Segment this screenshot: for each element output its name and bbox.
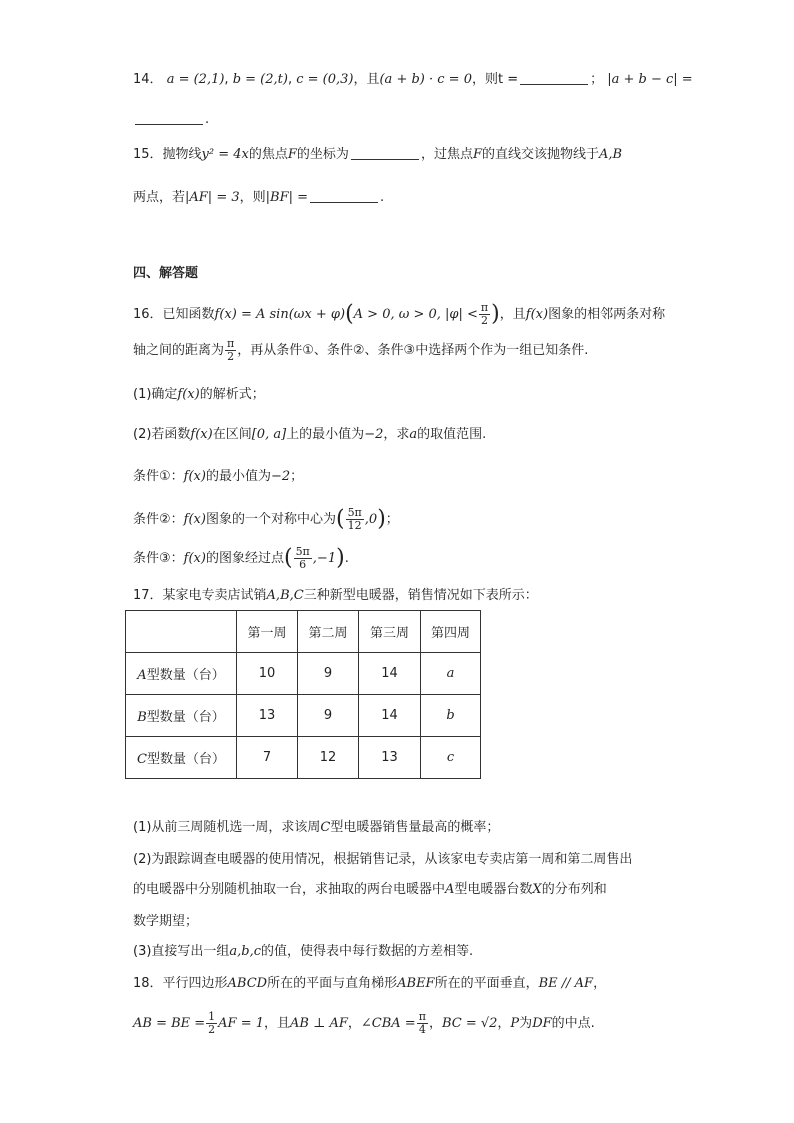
- q14-cond-pre: ，且: [353, 72, 380, 87]
- q18-p: P: [510, 1016, 520, 1031]
- q14-semicolon: ；: [590, 72, 604, 87]
- q18-comma1: ，且: [264, 1016, 291, 1031]
- q16-c2-paren-open: (: [335, 506, 345, 532]
- q15-end: .: [380, 190, 385, 205]
- q16-cond3: [133, 544, 349, 574]
- q17-p3-pre: (3)直接写出一组: [133, 944, 230, 959]
- q17-line1-pre: 17．某家电专卖店试销: [133, 588, 267, 603]
- q16-c1-fx: f(x): [183, 469, 206, 484]
- q15-blank-bf[interactable]: [310, 188, 378, 203]
- q14-vec-c: c = (0,3): [296, 72, 354, 87]
- q16-line1: [133, 302, 665, 328]
- q17-abc: A,B,C: [266, 588, 304, 603]
- q16-frac-pi-2: [479, 302, 490, 327]
- q18-abcd: ABCD: [227, 976, 268, 991]
- q18-angle: ∠CBA =: [360, 1016, 416, 1031]
- row-label-var: A: [137, 668, 147, 683]
- table-cell: 14: [359, 695, 421, 737]
- q17-part2-line1: (2)为跟踪调查电暖器的使用情况，根据销售记录，从该家电专卖店第一周和第二周售出: [133, 852, 633, 867]
- row-label-text: 型数量（台）: [146, 752, 225, 767]
- q16-p1-pre: (1)确定: [133, 387, 178, 402]
- q14-blank-mag[interactable]: [135, 110, 203, 125]
- q17-p1-pre: (1)从前三周随机选一周，求该周: [133, 820, 321, 835]
- table-cell: c: [421, 737, 481, 779]
- table-cell: 14: [359, 653, 421, 695]
- q16-part2: [133, 425, 486, 445]
- q16-c3-paren-close: ): [336, 545, 345, 571]
- section-heading: 四、解答题: [133, 266, 199, 281]
- q14-line2: [133, 110, 209, 130]
- q18-angle-frac: [417, 1011, 428, 1036]
- q16-c2-fx: f(x): [183, 512, 206, 527]
- q18-abef: ABEF: [397, 976, 435, 991]
- q16-dist-den: 2: [227, 350, 235, 363]
- q17-p3-post: 的值，使得表中每行数据的方差相等.: [261, 944, 474, 959]
- q16-line1-post: ，且: [499, 307, 526, 322]
- q18-angle-den: 4: [418, 1023, 426, 1036]
- q16-frac-den: 2: [481, 314, 489, 327]
- q16-p2-post: 的取值范围.: [417, 427, 487, 442]
- q16-part1: [133, 385, 265, 405]
- q17-part3: [133, 942, 473, 962]
- q16-c3-den: 6: [299, 558, 307, 571]
- row-label: [126, 737, 237, 779]
- row-label-var: B: [137, 710, 147, 725]
- table-cell: 13: [237, 695, 298, 737]
- q16-c1-post: 的最小值为: [205, 469, 271, 484]
- q18-eq1: AB = BE =: [133, 1016, 206, 1031]
- q15-points-ab: A,B: [599, 147, 623, 162]
- q18-half-den: 2: [208, 1023, 216, 1036]
- row-label-text: 型数量（台）: [146, 668, 225, 683]
- q16-c2-paren-close: ): [377, 506, 386, 532]
- q14-then-t: ，则t =: [471, 72, 519, 87]
- q16-p2-mid2: 上的最小值为: [286, 427, 365, 442]
- q18-line1-mid2: 所在的平面垂直，: [434, 976, 539, 991]
- q15-line1-pre: 15．抛物线: [133, 147, 202, 162]
- q16-fx: f(x): [525, 307, 549, 322]
- q16-frac-dist: [225, 338, 236, 363]
- q18-line2: [133, 1010, 595, 1038]
- q16-paren-close: ): [491, 301, 500, 327]
- table-header-cell: 第一周: [237, 611, 298, 653]
- q17-p1-post: 型电暖器销售量最高的概率；: [330, 820, 500, 835]
- q16-c1-minus2: −2: [270, 469, 291, 484]
- q17-part2-line3: 数学期望；: [133, 914, 199, 929]
- q15-line1-mid3: ，过焦点: [420, 147, 473, 162]
- q18-bc: BC = √2: [441, 1016, 498, 1031]
- q16-c3-post: 的图象经过点: [205, 551, 284, 566]
- sales-table: [125, 610, 481, 779]
- q14-line1: 14． a = (2,1), b = (2,t), c = (0,3)，且(a + b) · c = 0，则t = ； |a + b − c| =: [133, 72, 693, 87]
- q18-df: DF: [532, 1016, 552, 1031]
- q17-line1: [133, 586, 538, 606]
- q17-part2-line2: [133, 880, 607, 900]
- q16-func: f(x) = A sin(ωx + φ): [214, 307, 346, 322]
- q18-mid: 为: [519, 1016, 533, 1031]
- q15-line1-mid4: 的直线交该抛物线于: [481, 147, 599, 162]
- q17-p2-var-x: X: [532, 882, 542, 897]
- q18-line1-mid: 所在的平面与直角梯形: [267, 976, 398, 991]
- q15-parabola: y² = 4x: [201, 147, 249, 162]
- q15-line1: [133, 145, 622, 165]
- q18-line1-end: ，: [593, 976, 607, 991]
- row-label-text: 型数量（台）: [146, 710, 225, 725]
- q15-af: |AF| = 3: [185, 190, 240, 205]
- q16-p2-mid: 在区间: [212, 427, 252, 442]
- table-cell: 10: [237, 653, 298, 695]
- q16-line1-pre: 16．已知函数: [133, 307, 215, 322]
- q16-c2-tail: ,0: [364, 512, 378, 527]
- q15-line2-pre: 两点，若: [133, 190, 186, 205]
- q16-cond1: [133, 467, 303, 487]
- q15-focus-f: F: [287, 147, 297, 162]
- q18-half-frac: [206, 1011, 217, 1036]
- q15-line2-mid: ，则: [239, 190, 266, 205]
- q18-perp: AB ⊥ AF: [290, 1016, 348, 1031]
- table-header-row: [126, 611, 481, 653]
- table-cell: 13: [359, 737, 421, 779]
- table-cell: a: [421, 653, 481, 695]
- q15-focus-f2: F: [472, 147, 482, 162]
- q18-comma2: ，: [347, 1016, 361, 1031]
- q16-c3-frac: [294, 546, 312, 571]
- table-cell: 9: [298, 695, 359, 737]
- q18-line1-pre: 18．平行四边形: [133, 976, 228, 991]
- q18-line1: [133, 974, 606, 994]
- table-cell: 9: [298, 653, 359, 695]
- q16-p2-pre: (2)若函数: [133, 427, 191, 442]
- q17-p2-var-a: A: [445, 882, 455, 897]
- q17-p1-var: C: [320, 820, 331, 835]
- q16-c2-pre: 条件②：: [133, 512, 184, 527]
- q14-number: 14．: [133, 72, 163, 87]
- q16-paren-open: (: [345, 301, 354, 327]
- q14-vec-b: b = (2,t): [232, 72, 288, 87]
- q16-c3-fx: f(x): [183, 551, 206, 566]
- q18-half-num: 1: [208, 1010, 216, 1023]
- q14-end: .: [205, 112, 210, 127]
- q16-c1-pre: 条件①：: [133, 469, 184, 484]
- q16-p1-post: 的解析式；: [199, 387, 265, 402]
- q17-p2-line2-pre: 的电暖器中分别随机抽取一台，求抽取的两台电暖器中: [133, 882, 446, 897]
- q16-p2-fx: f(x): [190, 427, 213, 442]
- table-header-cell: 第二周: [298, 611, 359, 653]
- q16-line2-post: ，再从条件①、条件②、条件③中选择两个作为一组已知条件.: [237, 343, 589, 358]
- table-header-cell: 第四周: [421, 611, 481, 653]
- table-cell: b: [421, 695, 481, 737]
- q16-cond: A > 0, ω > 0, |φ| <: [353, 307, 478, 322]
- q16-c2-end: ；: [385, 512, 399, 527]
- q14-cond-expr: (a + b) · c = 0: [379, 72, 472, 87]
- q18-angle-num: π: [418, 1010, 426, 1023]
- q17-p2-line2-mid: 型电暖器台数: [454, 882, 533, 897]
- q18-comma3: ，: [428, 1016, 442, 1031]
- table-cell: 7: [237, 737, 298, 779]
- table-cell: 12: [298, 737, 359, 779]
- q16-c3-num: 5π: [295, 545, 310, 558]
- q17-p3-var: a,b,c: [229, 944, 262, 959]
- q18-end: 的中点.: [551, 1016, 595, 1031]
- q16-p2-minus2: −2: [364, 427, 384, 442]
- q16-dist-num: π: [227, 337, 235, 350]
- q15-line1-mid2: 的坐标为: [296, 147, 349, 162]
- q16-line1-post2: 图象的相邻两条对称: [548, 307, 666, 322]
- table-row: [126, 653, 481, 695]
- q14-vec-a: a = (2,1): [166, 72, 225, 87]
- q15-bf: |BF| =: [265, 190, 308, 205]
- q18-eq1-post: AF = 1: [218, 1016, 265, 1031]
- q15-line1-mid: 的焦点: [248, 147, 288, 162]
- q16-frac-num: π: [480, 301, 489, 314]
- q16-c3-tail: ,−1: [312, 551, 337, 566]
- table-header-cell: 第三周: [359, 611, 421, 653]
- q16-c2-den: 12: [347, 519, 362, 532]
- q16-c3-pre: 条件③：: [133, 551, 184, 566]
- q16-p1-fx: f(x): [177, 387, 200, 402]
- q14-blank-t[interactable]: [520, 70, 588, 85]
- table-header-cell: [126, 611, 237, 653]
- q18-comma4: ，: [497, 1016, 511, 1031]
- q14-mag-expr: |a + b − c| =: [607, 72, 693, 87]
- q16-c2-num: 5π: [347, 506, 362, 519]
- q16-p2-mid3: ，求: [383, 427, 410, 442]
- row-label-var: C: [137, 752, 147, 767]
- table-row: [126, 695, 481, 737]
- q16-c3-end: .: [344, 551, 349, 566]
- q18-parallel: BE // AF: [538, 976, 594, 991]
- q17-line1-post: 三种新型电暖器，销售情况如下表所示：: [303, 588, 538, 603]
- q15-blank-focus[interactable]: [351, 145, 419, 160]
- q15-line2: [133, 188, 384, 208]
- q16-p2-interval: [0, a]: [251, 427, 287, 442]
- q17-part1: [133, 818, 499, 838]
- row-label: [126, 653, 237, 695]
- q16-c2-frac: [346, 507, 364, 532]
- row-label: [126, 695, 237, 737]
- q16-line2: [133, 338, 588, 364]
- table-row: [126, 737, 481, 779]
- q16-cond2: [133, 505, 399, 535]
- q16-p2-a: a: [409, 427, 418, 442]
- q16-c1-end: ；: [290, 469, 304, 484]
- q16-c2-post: 图象的一个对称中心为: [205, 512, 336, 527]
- q16-line2-pre: 轴之间的距离为: [133, 343, 225, 358]
- q17-p2-line2-post: 的分布列和: [541, 882, 607, 897]
- q16-c3-paren-open: (: [283, 545, 293, 571]
